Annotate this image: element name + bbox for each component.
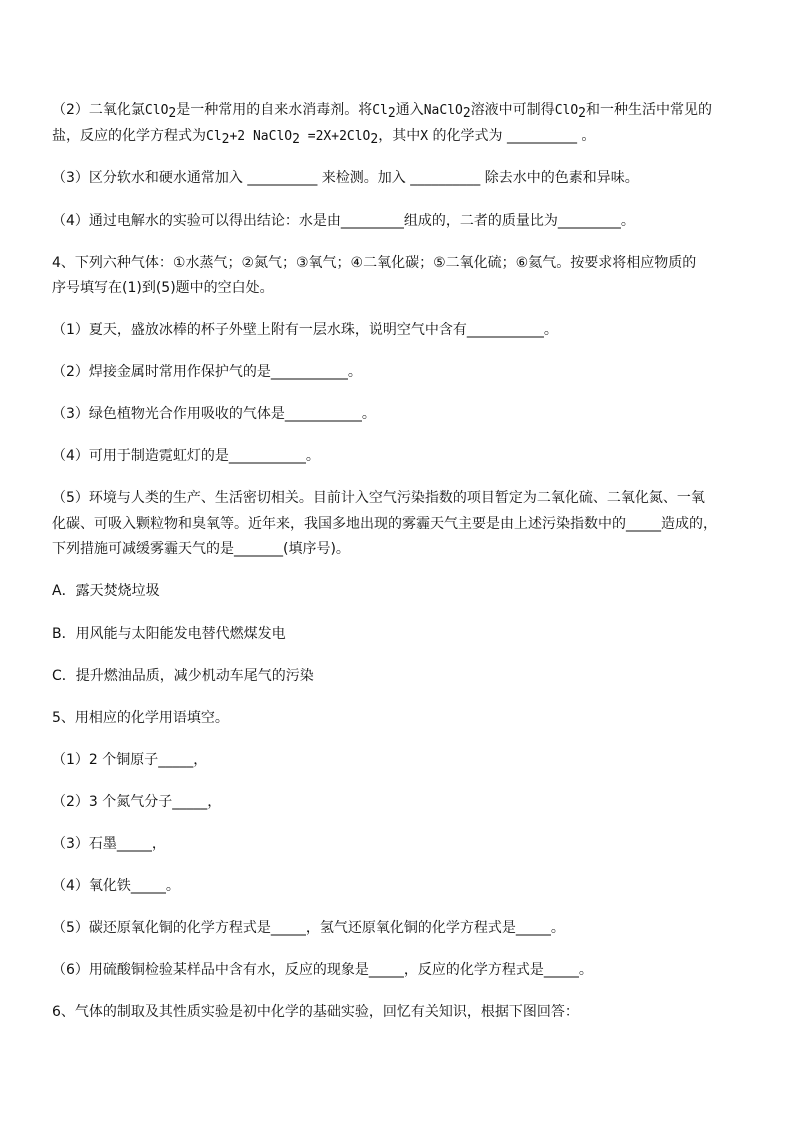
- q6-intro: 6、气体的制取及其性质实验是初中化学的基础实验，回忆有关知识，根据下图回答：: [52, 1004, 579, 1020]
- formula-products: =2X+2ClO: [299, 129, 371, 144]
- q3-part2-line1: [52, 101, 754, 120]
- q5-part5: （5）碳还原氧化铜的化学方程式是_____，氢气还原氧化铜的化学方程式是_____。: [52, 920, 565, 936]
- subscript: 2: [370, 132, 379, 147]
- variable-x: X: [420, 129, 429, 144]
- q4-part5-line1: （5）环境与人类的生产、生活密切相关。目前计入空气污染指数的项目暂定为二氧化硫、二氧化氮、一氧: [52, 490, 705, 506]
- q5-intro: 5、用相应的化学用语填空。: [52, 710, 229, 726]
- subscript: 2: [292, 132, 300, 147]
- text: 通入: [395, 102, 424, 118]
- formula-clo2: ClO: [554, 103, 579, 118]
- text: 盐，反应的化学方程式为: [52, 128, 206, 144]
- text: 和一种生活中常见的: [586, 102, 712, 118]
- q5-part3: （3）石墨_____，: [52, 836, 166, 852]
- subscript: 2: [168, 106, 177, 121]
- text: ，其中: [378, 128, 421, 144]
- q3-part2-line2: [52, 127, 754, 146]
- subscript: 2: [462, 106, 471, 121]
- q4-part5-line3: 下列措施可减缓雾霾天气的是_______(填序号)。: [52, 541, 350, 557]
- q4-part3: （3）绿色植物光合作用吸收的气体是___________。: [52, 406, 376, 422]
- q5-part2: （2）3 个氮气分子_____，: [52, 794, 222, 810]
- q4-part2: （2）焊接金属时常用作保护气的是___________。: [52, 364, 362, 380]
- text: 溶液中可制得: [470, 102, 555, 118]
- q4-intro-line2: 序号填写在(1)到(5)题中的空白处。: [52, 280, 274, 296]
- subscript: 2: [221, 132, 230, 147]
- q3-part3: （3）区分软水和硬水通常加入 __________ 来检测。加入 __________ 除去水中的色素和异味。: [52, 170, 639, 186]
- subscript: 2: [578, 106, 586, 121]
- formula-naclo2: +2 NaClO: [229, 129, 293, 144]
- q5-part4: （4）氧化铁_____。: [52, 878, 180, 894]
- formula-naclo2: NaClO: [423, 103, 463, 118]
- q4-part4: （4）可用于制造霓虹灯的是___________。: [52, 448, 320, 464]
- subscript: 2: [387, 106, 396, 121]
- q4-option-c: C．提升燃油品质，减少机动车尾气的污染: [52, 668, 314, 684]
- q4-part1: （1）夏天，盛放冰棒的杯子外壁上附有一层水珠，说明空气中含有___________。: [52, 322, 558, 338]
- text: （2）二氧化氯: [52, 102, 145, 118]
- q3-part4: （4）通过电解水的实验可以得出结论：水是由_________组成的，二者的质量比为_________。: [52, 213, 635, 229]
- q5-part1: （1）2 个铜原子_____，: [52, 752, 208, 768]
- formula-cl2: Cl: [372, 103, 388, 118]
- text: 是一种常用的自来水消毒剂。将: [176, 102, 373, 118]
- answer-blank-text: 的化学式为 __________ 。: [428, 128, 596, 144]
- q4-option-a: A．露天焚烧垃圾: [52, 583, 160, 599]
- q4-intro-line1: 4、下列六种气体：①水蒸气；②氮气；③氧气；④二氧化碳；⑤二氧化硫；⑥氦气。按要求将相应物质的: [52, 255, 697, 271]
- formula-cl2: Cl: [206, 129, 222, 144]
- q4-part5-line2: 化碳、可吸入颗粒物和臭氧等。近年来，我国多地出现的雾霾天气主要是由上述污染指数中的_____造成的，: [52, 516, 717, 532]
- q4-option-b: B．用风能与太阳能发电替代燃煤发电: [52, 626, 286, 642]
- q5-part6: （6）用硫酸铜检验某样品中含有水，反应的现象是_____，反应的化学方程式是_____。: [52, 962, 593, 978]
- formula-clo2: ClO: [144, 103, 169, 118]
